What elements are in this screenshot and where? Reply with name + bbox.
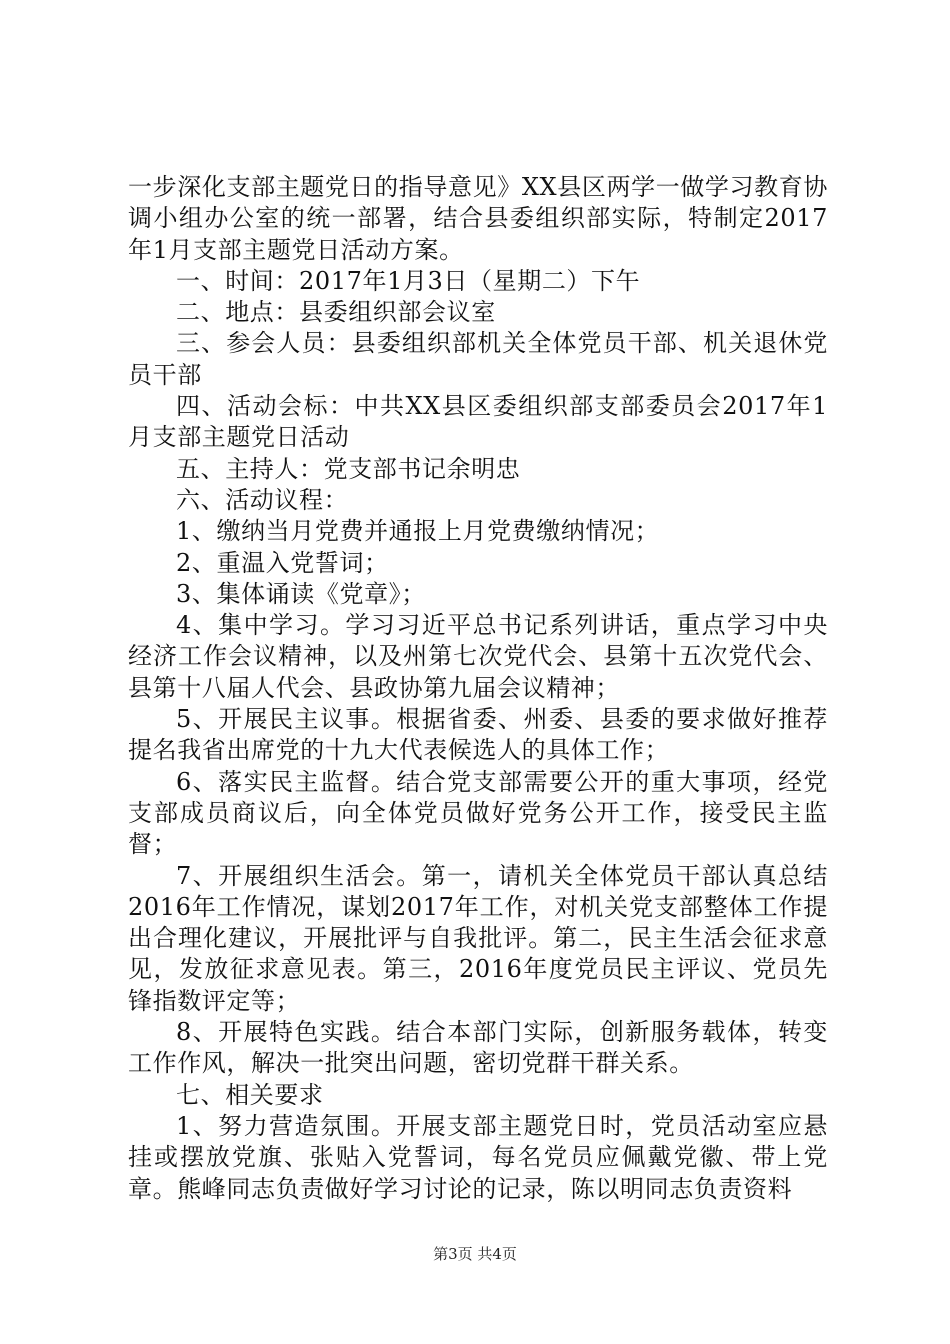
paragraph: 一、时间：2017年1月3日（星期二）下午 bbox=[176, 266, 641, 295]
paragraph: 七、相关要求 bbox=[176, 1080, 324, 1109]
paragraph: 三、参会人员：县委组织部机关全体党员干部、机关退休党员干部 bbox=[128, 329, 828, 389]
paragraph: 一步深化支部主题党日的指导意见》XX县区两学一做学习教育协调小组办公室的统一部署，结合县委组织部实际，特制定2017年1月支部主题党日活动方案。 bbox=[128, 173, 828, 264]
paragraph: 2、重温入党誓词； bbox=[176, 548, 389, 577]
page-footer: 第3页 共4页 bbox=[433, 1245, 517, 1263]
paragraph: 1、努力营造氛围。开展支部主题党日时，党员活动室应悬挂或摆放党旗、张贴入党誓词，每名党员应佩戴党徽、带上党章。熊峰同志负责做好学习讨论的记录，陈以明同志负责资料 bbox=[128, 1111, 828, 1203]
paragraph: 六、活动议程： bbox=[176, 485, 349, 514]
paragraph: 5、开展民主议事。根据省委、州委、县委的要求做好推荐提名我省出席党的十九大代表候选人的具体工作； bbox=[128, 705, 828, 765]
paragraph: 8、开展特色实践。结合本部门实际，创新服务载体，转变工作作风，解决一批突出问题，密切党群干群关系。 bbox=[128, 1018, 828, 1078]
document-body bbox=[128, 172, 828, 1205]
paragraph: 4、集中学习。学习习近平总书记系列讲话，重点学习中央经济工作会议精神，以及州第七次党代会、县第十五次党代会、县第十八届人代会、县政协第九届会议精神； bbox=[128, 611, 828, 702]
paragraph: 7、开展组织生活会。第一，请机关全体党员干部认真总结2016年工作情况，谋划2017年工作，对机关党支部整体工作提出合理化建议，开展批评与自我批评。第二，民主生活会征求意见，发放征求意见表。第三，2016年度党员民主评议、党员先锋指数评定等； bbox=[128, 861, 828, 1015]
paragraph: 二、地点：县委组织部会议室 bbox=[176, 298, 496, 327]
paragraph: 四、活动会标：中共XX县区委组织部支部委员会2017年1月支部主题党日活动 bbox=[128, 392, 828, 452]
paragraph: 1、缴纳当月党费并通报上月党费缴纳情况； bbox=[176, 517, 660, 546]
paragraph: 6、落实民主监督。结合党支部需要公开的重大事项，经党支部成员商议后，向全体党员做好党务公开工作，接受民主监督； bbox=[128, 767, 828, 859]
paragraph: 五、主持人：党支部书记余明忠 bbox=[176, 454, 521, 483]
paragraph: 3、集体诵读《党章》； bbox=[176, 579, 426, 608]
